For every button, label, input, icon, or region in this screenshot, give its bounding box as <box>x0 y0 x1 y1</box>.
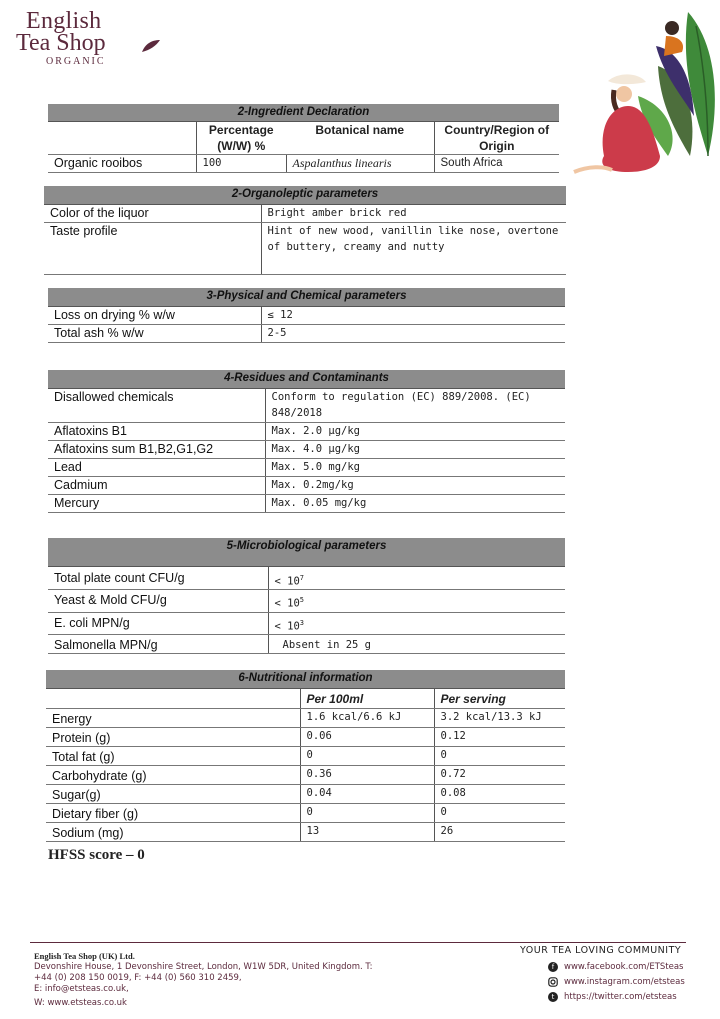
nutrient-label: Dietary fiber (g) <box>46 803 300 822</box>
footer-divider <box>30 942 686 943</box>
residue-label: Aflatoxins B1 <box>48 422 265 440</box>
twitter-link[interactable]: t https://twitter.com/etsteas <box>548 989 685 1004</box>
nutrition-table <box>46 670 565 842</box>
nutrient-per-serving: 26 <box>434 822 565 841</box>
organoleptic-label: Color of the liquor <box>44 204 261 222</box>
micro-value: < $10^5$ <box>268 590 565 613</box>
tea-lady-illustration <box>568 6 720 178</box>
community-title: YOUR TEA LOVING COMMUNITY <box>520 945 682 956</box>
nutrient-label: Carbohydrate (g) <box>46 765 300 784</box>
instagram-link[interactable]: www.instagram.com/etsteas <box>548 974 685 989</box>
ingredient-table <box>48 104 559 173</box>
residue-value: Max. 0.2mg/kg <box>265 476 565 494</box>
residue-label: Cadmium <box>48 476 265 494</box>
nutrient-per-100ml: 0.06 <box>300 727 434 746</box>
company-email[interactable]: E: info@etsteas.co.uk, <box>34 984 129 994</box>
brand-line-1: English <box>26 8 102 34</box>
micro-value: < $10^3$ <box>268 612 565 635</box>
company-website[interactable]: W: www.etsteas.co.uk <box>34 998 127 1008</box>
residues-title: 4-Residues and Contaminants <box>48 370 565 388</box>
brand-line-2: Tea Shop <box>16 30 106 56</box>
ingredient-percentage: 100 <box>196 154 286 172</box>
facebook-link[interactable]: f www.facebook.com/ETSteas <box>548 959 685 974</box>
micro-label: Total plate count CFU/g <box>48 566 268 590</box>
footer-social <box>520 945 685 1004</box>
nutrient-per-serving: 0.12 <box>434 727 565 746</box>
instagram-icon <box>548 977 558 987</box>
leaf-icon <box>140 38 162 54</box>
ingredient-name: Organic rooibos <box>48 154 196 172</box>
footer-contact <box>34 951 373 1009</box>
physical-value: 2-5 <box>261 324 565 342</box>
micro-label: Salmonella MPN/g <box>48 635 268 654</box>
organoleptic-table <box>44 186 566 275</box>
ingredient-botanical: Aspalanthus linearis <box>286 154 434 172</box>
company-address: Devonshire House, 1 Devonshire Street, London, W1W 5DR, United Kingdom. T: <box>34 962 373 972</box>
nutrient-per-100ml: 0 <box>300 746 434 765</box>
hfss-score: HFSS score – 0 <box>48 847 145 863</box>
residue-value: Max. 5.0 mg/kg <box>265 458 565 476</box>
micro-value: Absent in 25 g <box>268 635 565 654</box>
residue-label: Lead <box>48 458 265 476</box>
per-100ml-header: Per 100ml <box>300 688 434 708</box>
ingredient-title: 2-Ingredient Declaration <box>48 104 559 121</box>
nutrient-label: Protein (g) <box>46 727 300 746</box>
nutrient-per-100ml: 1.6 kcal/6.6 kJ <box>300 708 434 727</box>
residue-label: Mercury <box>48 494 265 512</box>
nutrient-per-serving: 3.2 kcal/13.3 kJ <box>434 708 565 727</box>
ingredient-origin: South Africa <box>434 154 559 172</box>
residue-label: Disallowed chemicals <box>48 388 265 422</box>
nutrient-per-serving: 0.08 <box>434 784 565 803</box>
micro-value: < $10^7$ <box>268 566 565 590</box>
micro-table <box>48 538 565 654</box>
company-phone: +44 (0) 208 150 0019, F: +44 (0) 560 310 2459, <box>34 973 242 983</box>
company-name: English Tea Shop (UK) Ltd. <box>34 951 135 961</box>
nutrient-label: Sodium (mg) <box>46 822 300 841</box>
organoleptic-label: Taste profile <box>44 222 261 274</box>
residue-value: Conform to regulation (EC) 889/2008. (EC) 848/2018 <box>265 388 565 422</box>
brand-logo <box>16 8 166 66</box>
nutrient-label: Energy <box>46 708 300 727</box>
nutrient-per-serving: 0 <box>434 803 565 822</box>
organoleptic-value: Bright amber brick red <box>261 204 566 222</box>
botanical-header: Botanical name <box>286 121 434 154</box>
organoleptic-title: 2-Organoleptic parameters <box>44 186 566 204</box>
nutrient-label: Total fat (g) <box>46 746 300 765</box>
organoleptic-value: Hint of new wood, vanillin like nose, overtone of buttery, creamy and nutty <box>261 222 566 274</box>
residue-value: Max. 0.05 mg/kg <box>265 494 565 512</box>
residues-table <box>48 370 565 513</box>
nutrient-per-100ml: 0.04 <box>300 784 434 803</box>
physical-label: Total ash % w/w <box>48 324 261 342</box>
facebook-icon: f <box>548 962 558 972</box>
brand-line-3: ORGANIC <box>46 56 106 67</box>
nutrient-per-serving: 0 <box>434 746 565 765</box>
per-serving-header: Per serving <box>434 688 565 708</box>
physical-label: Loss on drying % w/w <box>48 306 261 324</box>
physical-table <box>48 288 565 343</box>
twitter-icon: t <box>548 992 558 1002</box>
nutrition-title: 6-Nutritional information <box>46 670 565 688</box>
origin-header: Country/Region of Origin <box>434 121 559 154</box>
nutrient-per-serving: 0.72 <box>434 765 565 784</box>
micro-label: Yeast & Mold CFU/g <box>48 590 268 613</box>
nutrient-per-100ml: 13 <box>300 822 434 841</box>
nutrient-per-100ml: 0.36 <box>300 765 434 784</box>
micro-title: 5-Microbiological parameters <box>48 538 565 566</box>
micro-label: E. coli MPN/g <box>48 612 268 635</box>
nutrient-per-100ml: 0 <box>300 803 434 822</box>
physical-title: 3-Physical and Chemical parameters <box>48 288 565 306</box>
residue-value: Max. 2.0 µg/kg <box>265 422 565 440</box>
physical-value: ≤ 12 <box>261 306 565 324</box>
residue-label: Aflatoxins sum B1,B2,G1,G2 <box>48 440 265 458</box>
residue-value: Max. 4.0 µg/kg <box>265 440 565 458</box>
percentage-header: Percentage (W/W) % <box>196 121 286 154</box>
nutrient-label: Sugar(g) <box>46 784 300 803</box>
